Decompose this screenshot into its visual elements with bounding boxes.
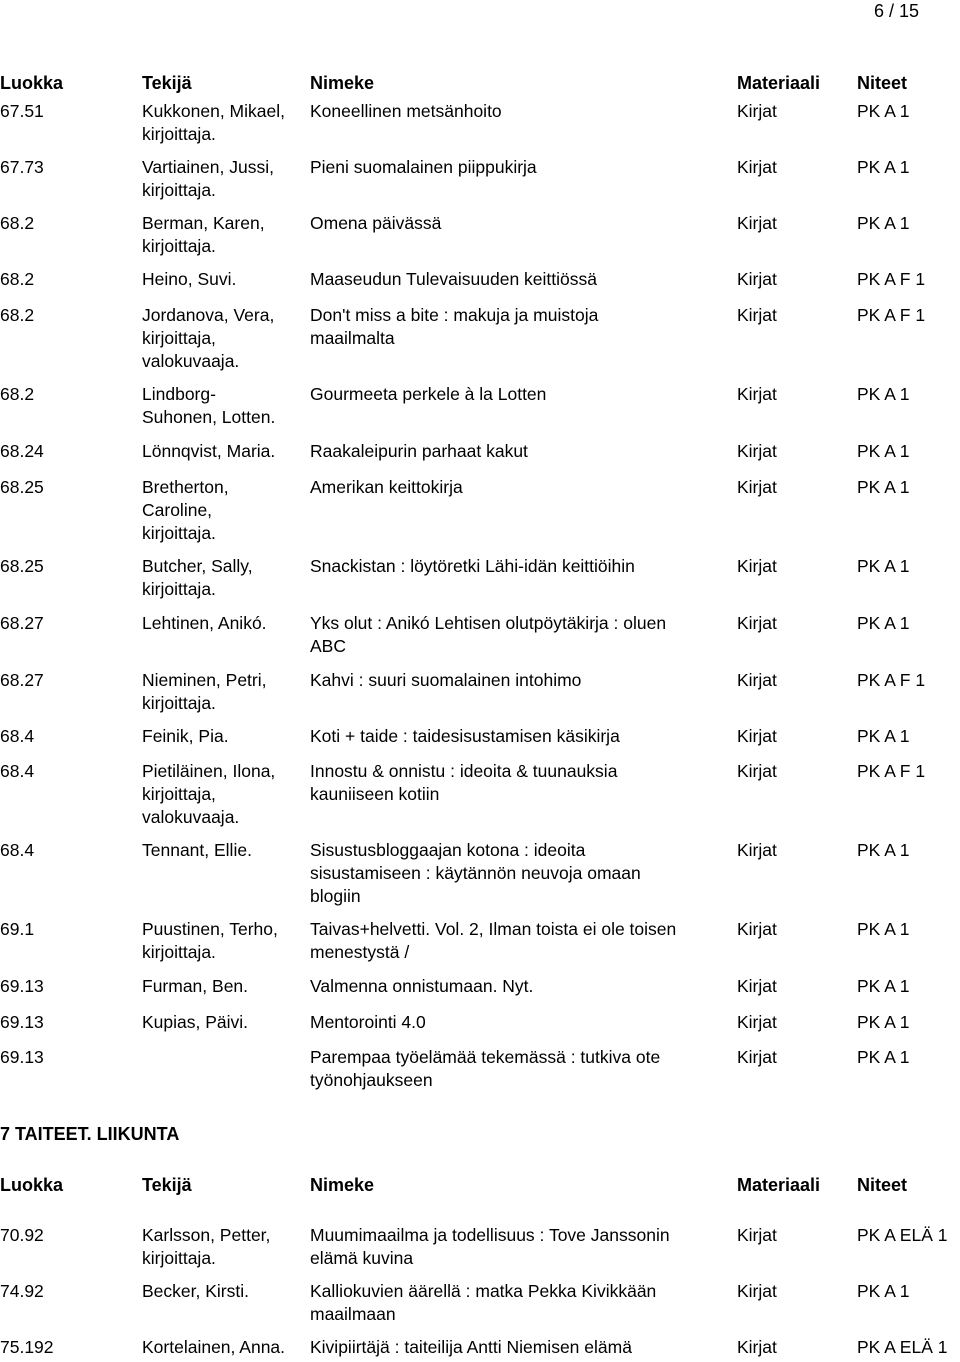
cell-tekija-line: kirjoittaja. xyxy=(142,579,216,599)
cell-tekija-line: kirjoittaja. xyxy=(142,124,216,144)
cell-nimeke xyxy=(310,1224,730,1270)
cell-luokka: 68.4 xyxy=(0,840,35,860)
cell-tekija xyxy=(142,1336,307,1359)
table-header xyxy=(0,72,960,96)
cell-luokka: 68.25 xyxy=(0,556,44,576)
cell-nimeke-line: maailmaan xyxy=(310,1304,396,1324)
cell-tekija-line: Becker, Kirsti. xyxy=(142,1281,249,1301)
cell-luokka: 67.73 xyxy=(0,157,44,177)
cell-niteet: PK A 1 xyxy=(857,840,910,860)
cell-tekija-line: Kukkonen, Mikael, xyxy=(142,101,285,121)
cell-niteet: PK A 1 xyxy=(857,213,910,233)
cell-nimeke-line: Maaseudun Tulevaisuuden keittiössä xyxy=(310,269,597,289)
cell-tekija xyxy=(142,555,307,601)
page-number: 6 / 15 xyxy=(873,1,919,21)
cell-luokka: 68.2 xyxy=(0,213,35,233)
cell-materiaali: Kirjat xyxy=(737,976,777,996)
cell-tekija-line: kirjoittaja. xyxy=(142,942,216,962)
cell-niteet: PK A 1 xyxy=(857,1281,910,1301)
cell-tekija xyxy=(142,760,307,829)
cell-tekija xyxy=(142,918,307,964)
cell-nimeke-line: Yks olut : Anikó Lehtisen olutpöytäkirja : oluen xyxy=(310,613,667,633)
cell-luokka: 68.2 xyxy=(0,269,35,289)
cell-materiaali: Kirjat xyxy=(737,613,777,633)
cell-tekija-line: Kortelainen, Anna. xyxy=(142,1337,286,1357)
cell-nimeke-line: Kivipiirtäjä : taiteilija Antti Niemisen elämä xyxy=(310,1337,632,1357)
cell-nimeke xyxy=(310,440,730,463)
cell-tekija-line: Bretherton, xyxy=(142,477,229,497)
cell-luokka: 75.192 xyxy=(0,1337,54,1357)
cell-tekija-line: Furman, Ben. xyxy=(142,976,249,996)
cell-niteet: PK A 1 xyxy=(857,919,910,939)
cell-materiaali: Kirjat xyxy=(737,919,777,939)
cell-tekija-line: Karlsson, Petter, xyxy=(142,1225,271,1245)
cell-tekija xyxy=(142,1011,307,1034)
cell-nimeke xyxy=(310,555,730,578)
section-title: 7 TAITEET. LIIKUNTA xyxy=(0,1124,180,1144)
cell-nimeke xyxy=(310,839,730,908)
cell-niteet: PK A 1 xyxy=(857,613,910,633)
cell-nimeke xyxy=(310,1011,730,1034)
cell-nimeke xyxy=(310,100,730,123)
cell-tekija-line: Caroline, xyxy=(142,500,213,520)
cell-nimeke xyxy=(310,669,730,692)
cell-nimeke xyxy=(310,268,730,291)
cell-nimeke-line: työnohjaukseen xyxy=(310,1070,433,1090)
cell-nimeke xyxy=(310,156,730,179)
cell-tekija-line: Tennant, Ellie. xyxy=(142,840,252,860)
cell-tekija-line: kirjoittaja, xyxy=(142,784,216,804)
cell-nimeke-line: Koneellinen metsänhoito xyxy=(310,101,502,121)
cell-materiaali: Kirjat xyxy=(737,213,777,233)
cell-luokka: 68.2 xyxy=(0,305,35,325)
cell-materiaali: Kirjat xyxy=(737,761,777,781)
cell-niteet: PK A 1 xyxy=(857,101,910,121)
cell-tekija xyxy=(142,1280,307,1303)
cell-nimeke xyxy=(310,476,730,499)
cell-tekija xyxy=(142,839,307,862)
cell-tekija-line: kirjoittaja. xyxy=(142,693,216,713)
header-luokka: Luokka xyxy=(0,73,64,93)
cell-tekija xyxy=(142,383,307,429)
cell-tekija xyxy=(142,476,307,545)
cell-tekija-line: Pietiläinen, Ilona, xyxy=(142,761,276,781)
cell-nimeke-line: Valmenna onnistumaan. Nyt. xyxy=(310,976,534,996)
header-tekija: Tekijä xyxy=(142,1175,192,1195)
cell-niteet: PK A ELÄ 1 xyxy=(857,1225,948,1245)
cell-luokka: 69.13 xyxy=(0,976,44,996)
header-nimeke: Nimeke xyxy=(310,73,375,93)
header-niteet: Niteet xyxy=(857,73,908,93)
cell-luokka: 68.27 xyxy=(0,613,44,633)
cell-tekija xyxy=(142,156,307,202)
cell-nimeke-line: kauniiseen kotiin xyxy=(310,784,440,804)
cell-materiaali: Kirjat xyxy=(737,384,777,404)
cell-niteet: PK A 1 xyxy=(857,384,910,404)
cell-nimeke xyxy=(310,760,730,806)
cell-tekija xyxy=(142,1224,307,1270)
cell-nimeke-line: Kalliokuvien äärellä : matka Pekka Kivikkään xyxy=(310,1281,657,1301)
cell-tekija-line: Butcher, Sally, xyxy=(142,556,253,576)
cell-tekija-line: valokuvaaja. xyxy=(142,807,240,827)
cell-tekija-line: kirjoittaja. xyxy=(142,523,216,543)
cell-niteet: PK A ELÄ 1 xyxy=(857,1337,948,1357)
cell-tekija xyxy=(142,268,307,291)
cell-nimeke-line: Parempaa työelämää tekemässä : tutkiva ote xyxy=(310,1047,661,1067)
cell-materiaali: Kirjat xyxy=(737,1337,777,1357)
cell-nimeke-line: Innostu & onnistu : ideoita & tuunauksia xyxy=(310,761,618,781)
cell-tekija-line: Puustinen, Terho, xyxy=(142,919,278,939)
cell-niteet: PK A 1 xyxy=(857,976,910,996)
cell-materiaali: Kirjat xyxy=(737,670,777,690)
cell-luokka: 68.2 xyxy=(0,384,35,404)
cell-niteet: PK A 1 xyxy=(857,1047,910,1067)
cell-niteet: PK A 1 xyxy=(857,726,910,746)
header-luokka: Luokka xyxy=(0,1175,64,1195)
cell-nimeke-line: menestystä / xyxy=(310,942,410,962)
cell-nimeke-line: Pieni suomalainen piippukirja xyxy=(310,157,537,177)
table-header-2 xyxy=(0,1174,960,1198)
cell-nimeke-line: ABC xyxy=(310,636,346,656)
header-niteet: Niteet xyxy=(857,1175,908,1195)
cell-tekija-line: kirjoittaja. xyxy=(142,180,216,200)
cell-niteet: PK A 1 xyxy=(857,157,910,177)
cell-luokka: 69.13 xyxy=(0,1012,44,1032)
cell-luokka: 68.4 xyxy=(0,761,35,781)
cell-nimeke-line: sisustamiseen : käytännön neuvoja omaan xyxy=(310,863,641,883)
cell-nimeke xyxy=(310,1046,730,1092)
cell-nimeke xyxy=(310,383,730,406)
cell-nimeke-line: Omena päivässä xyxy=(310,213,442,233)
cell-nimeke xyxy=(310,725,730,748)
cell-tekija xyxy=(142,100,307,146)
cell-niteet: PK A 1 xyxy=(857,477,910,497)
cell-luokka: 68.24 xyxy=(0,441,44,461)
cell-materiaali: Kirjat xyxy=(737,157,777,177)
cell-nimeke-line: Snackistan : löytöretki Lähi-idän keittiöihin xyxy=(310,556,635,576)
cell-nimeke-line: Amerikan keittokirja xyxy=(310,477,463,497)
cell-nimeke xyxy=(310,918,730,964)
cell-materiaali: Kirjat xyxy=(737,1012,777,1032)
cell-nimeke-line: Raakaleipurin parhaat kakut xyxy=(310,441,528,461)
cell-nimeke-line: elämä kuvina xyxy=(310,1248,414,1268)
cell-nimeke-line: Muumimaailma ja todellisuus : Tove Janssonin xyxy=(310,1225,670,1245)
cell-nimeke-line: blogiin xyxy=(310,886,361,906)
cell-tekija-line: Berman, Karen, xyxy=(142,213,265,233)
cell-materiaali: Kirjat xyxy=(737,1225,777,1245)
cell-niteet: PK A 1 xyxy=(857,1012,910,1032)
cell-tekija-line: Lehtinen, Anikó. xyxy=(142,613,267,633)
cell-materiaali: Kirjat xyxy=(737,305,777,325)
cell-nimeke xyxy=(310,304,730,350)
cell-tekija-line: kirjoittaja, xyxy=(142,328,216,348)
cell-tekija-line: Heino, Suvi. xyxy=(142,269,237,289)
cell-niteet: PK A 1 xyxy=(857,556,910,576)
cell-materiaali: Kirjat xyxy=(737,1281,777,1301)
header-nimeke: Nimeke xyxy=(310,1175,375,1195)
cell-tekija-line: Kupias, Päivi. xyxy=(142,1012,249,1032)
cell-nimeke xyxy=(310,1336,730,1359)
cell-materiaali: Kirjat xyxy=(737,726,777,746)
cell-luokka: 74.92 xyxy=(0,1281,44,1301)
cell-nimeke-line: Koti + taide : taidesisustamisen käsikirja xyxy=(310,726,620,746)
header-tekija: Tekijä xyxy=(142,73,192,93)
cell-nimeke-line: maailmalta xyxy=(310,328,395,348)
cell-tekija-line: Lindborg- xyxy=(142,384,216,404)
cell-nimeke-line: Sisustusbloggaajan kotona : ideoita xyxy=(310,840,586,860)
cell-tekija-line: kirjoittaja. xyxy=(142,1248,216,1268)
cell-nimeke-line: Kahvi : suuri suomalainen intohimo xyxy=(310,670,582,690)
cell-materiaali: Kirjat xyxy=(737,556,777,576)
cell-luokka: 68.4 xyxy=(0,726,35,746)
cell-niteet: PK A 1 xyxy=(857,441,910,461)
cell-nimeke-line: Mentorointi 4.0 xyxy=(310,1012,426,1032)
cell-tekija-line: Feinik, Pia. xyxy=(142,726,229,746)
cell-niteet: PK A F 1 xyxy=(857,761,926,781)
cell-tekija xyxy=(142,725,307,748)
cell-tekija-line: Lönnqvist, Maria. xyxy=(142,441,276,461)
cell-nimeke xyxy=(310,612,730,658)
cell-nimeke-line: Don't miss a bite : makuja ja muistoja xyxy=(310,305,599,325)
cell-luokka: 69.13 xyxy=(0,1047,44,1067)
cell-niteet: PK A F 1 xyxy=(857,670,926,690)
cell-nimeke-line: Taivas+helvetti. Vol. 2, Ilman toista ei ole toisen xyxy=(310,919,677,939)
cell-materiaali: Kirjat xyxy=(737,101,777,121)
cell-tekija-line: kirjoittaja. xyxy=(142,236,216,256)
cell-niteet: PK A F 1 xyxy=(857,269,926,289)
cell-tekija-line: Suhonen, Lotten. xyxy=(142,407,276,427)
cell-tekija xyxy=(142,975,307,998)
cell-tekija xyxy=(142,669,307,715)
cell-tekija xyxy=(142,212,307,258)
cell-materiaali: Kirjat xyxy=(737,441,777,461)
header-materiaali: Materiaali xyxy=(737,73,821,93)
cell-luokka: 68.27 xyxy=(0,670,44,690)
cell-niteet: PK A F 1 xyxy=(857,305,926,325)
cell-tekija-line: Vartiainen, Jussi, xyxy=(142,157,274,177)
cell-tekija-line: valokuvaaja. xyxy=(142,351,240,371)
cell-materiaali: Kirjat xyxy=(737,1047,777,1067)
cell-nimeke-line: Gourmeeta perkele à la Lotten xyxy=(310,384,547,404)
cell-nimeke xyxy=(310,1280,730,1326)
cell-luokka: 67.51 xyxy=(0,101,44,121)
cell-nimeke xyxy=(310,212,730,235)
cell-luokka: 68.25 xyxy=(0,477,44,497)
cell-materiaali: Kirjat xyxy=(737,840,777,860)
cell-tekija-line: Jordanova, Vera, xyxy=(142,305,275,325)
cell-tekija-line: Nieminen, Petri, xyxy=(142,670,267,690)
cell-nimeke xyxy=(310,975,730,998)
cell-materiaali: Kirjat xyxy=(737,269,777,289)
cell-luokka: 69.1 xyxy=(0,919,35,939)
cell-tekija xyxy=(142,440,307,463)
header-materiaali: Materiaali xyxy=(737,1175,821,1195)
cell-materiaali: Kirjat xyxy=(737,477,777,497)
cell-tekija xyxy=(142,612,307,635)
cell-luokka: 70.92 xyxy=(0,1225,44,1245)
cell-tekija xyxy=(142,304,307,373)
